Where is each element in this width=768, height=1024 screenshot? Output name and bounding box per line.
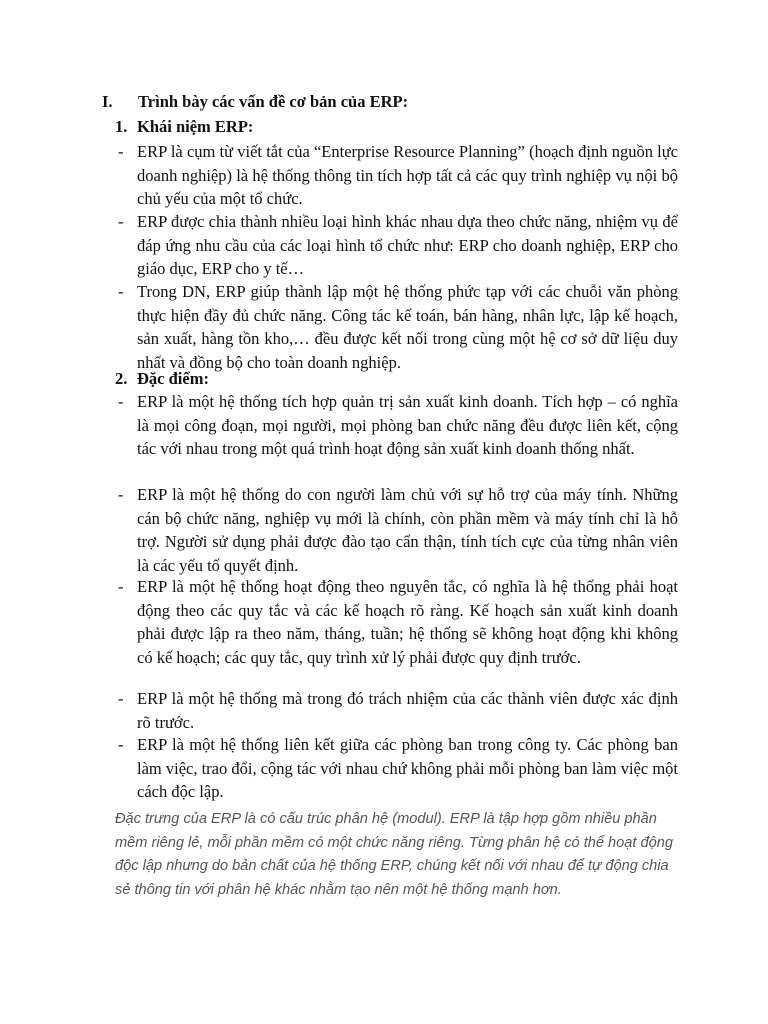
bullet-dash: - xyxy=(118,689,124,708)
bullet-text: Trong DN, ERP giúp thành lập một hệ thống phức tạp với các chuỗi văn phòng thực hiện đầy đủ chức năng. Công tác kế toán, bán hàng, nhân lực, lập kế hoạch, sản xuất, hàng tồn kho,… đều được kết nối trong cùng một hệ cơ sở dữ liệu duy nhất và đồng bộ cho toàn doanh nghiệp. xyxy=(137,282,678,372)
bullet-text: ERP được chia thành nhiều loại hình khác nhau dựa theo chức năng, nhiệm vụ để đáp ứng nhu cầu của các loại hình tổ chức như: ERP cho doanh nghiệp, ERP cho giáo dục, ERP cho y tế… xyxy=(137,212,678,278)
bullet-text: ERP là một hệ thống tích hợp quản trị sản xuất kinh doanh. Tích hợp – có nghĩa là mọi công đoạn, mọi người, mọi phòng ban chức năng đều được liên kết, cộng tác với nhau trong một quá trình hoạt động sản xuất kinh doanh thống nhất. xyxy=(137,392,678,458)
bullet-dash: - xyxy=(118,577,124,596)
bullet-item xyxy=(118,687,678,734)
bullet-text: ERP là cụm từ viết tắt của “Enterprise Resource Planning” (hoạch định nguồn lực doanh nghiệp) là hệ thống thông tin tích hợp tất cả các quy trình nghiệp vụ nội bộ chủ yếu của một tổ chức. xyxy=(137,142,678,208)
bullet-item xyxy=(118,733,678,804)
bullet-dash: - xyxy=(118,485,124,504)
bullet-item xyxy=(118,483,678,577)
bullet-dash: - xyxy=(118,735,124,754)
section-title: Đặc điểm: xyxy=(137,369,209,388)
main-heading xyxy=(102,92,408,112)
bullet-item xyxy=(118,575,678,669)
bullet-text: ERP là một hệ thống hoạt động theo nguyên tắc, có nghĩa là hệ thống phải hoạt động theo các quy tắc và các kế hoạch rõ ràng. Kế hoạch sản xuất kinh doanh phải được lập ra theo năm, tháng, tuần; hệ thống sẽ không hoạt động khi không có kế hoạch; các quy tắc, quy trình xử lý phải được quy định trước. xyxy=(137,577,678,667)
bullet-text: ERP là một hệ thống do con người làm chủ với sự hỗ trợ của máy tính. Những cán bộ chức năng, nghiệp vụ mới là chính, còn phần mềm và máy tính chỉ là hỗ trợ. Người sử dụng phải được đào tạo cẩn thận, tính tích cực của từng nhân viên là các yếu tố quyết định. xyxy=(137,485,678,575)
section-number: 1. xyxy=(115,117,128,136)
heading-title: Trình bày các vấn đề cơ bản của ERP: xyxy=(138,92,409,111)
section-number: 2. xyxy=(115,369,128,388)
bullet-item xyxy=(118,280,678,374)
section-heading-2 xyxy=(115,369,209,389)
bullet-dash: - xyxy=(118,392,124,411)
bullet-text: ERP là một hệ thống mà trong đó trách nhiệm của các thành viên được xác định rõ trước. xyxy=(137,689,678,732)
section-title: Khái niệm ERP: xyxy=(137,117,254,136)
bullet-item xyxy=(118,390,678,461)
bullet-dash: - xyxy=(118,212,124,231)
heading-numeral: I. xyxy=(102,92,113,111)
bullet-dash: - xyxy=(118,282,124,301)
bullet-text: ERP là một hệ thống liên kết giữa các phòng ban trong công ty. Các phòng ban làm việc, trao đổi, cộng tác với nhau chứ không phải mỗi phòng ban làm việc một cách độc lập. xyxy=(137,735,678,801)
bullet-item xyxy=(118,140,678,211)
bullet-item xyxy=(118,210,678,281)
section-heading-1 xyxy=(115,117,253,137)
italic-note: Đặc trưng của ERP là có cấu trúc phân hệ (modul). ERP là tập hợp gồm nhiều phần mềm riêng lẻ, mỗi phần mềm có một chức năng riêng. Từng phân hệ có thể hoạt động độc lập nhưng do bản chất của hệ thống ERP, chúng kết nối với nhau để tự động chia sẻ thông tin với phân hệ khác nhằm tạo nên một hệ thống mạnh hơn. xyxy=(115,811,673,898)
bullet-dash: - xyxy=(118,142,124,161)
